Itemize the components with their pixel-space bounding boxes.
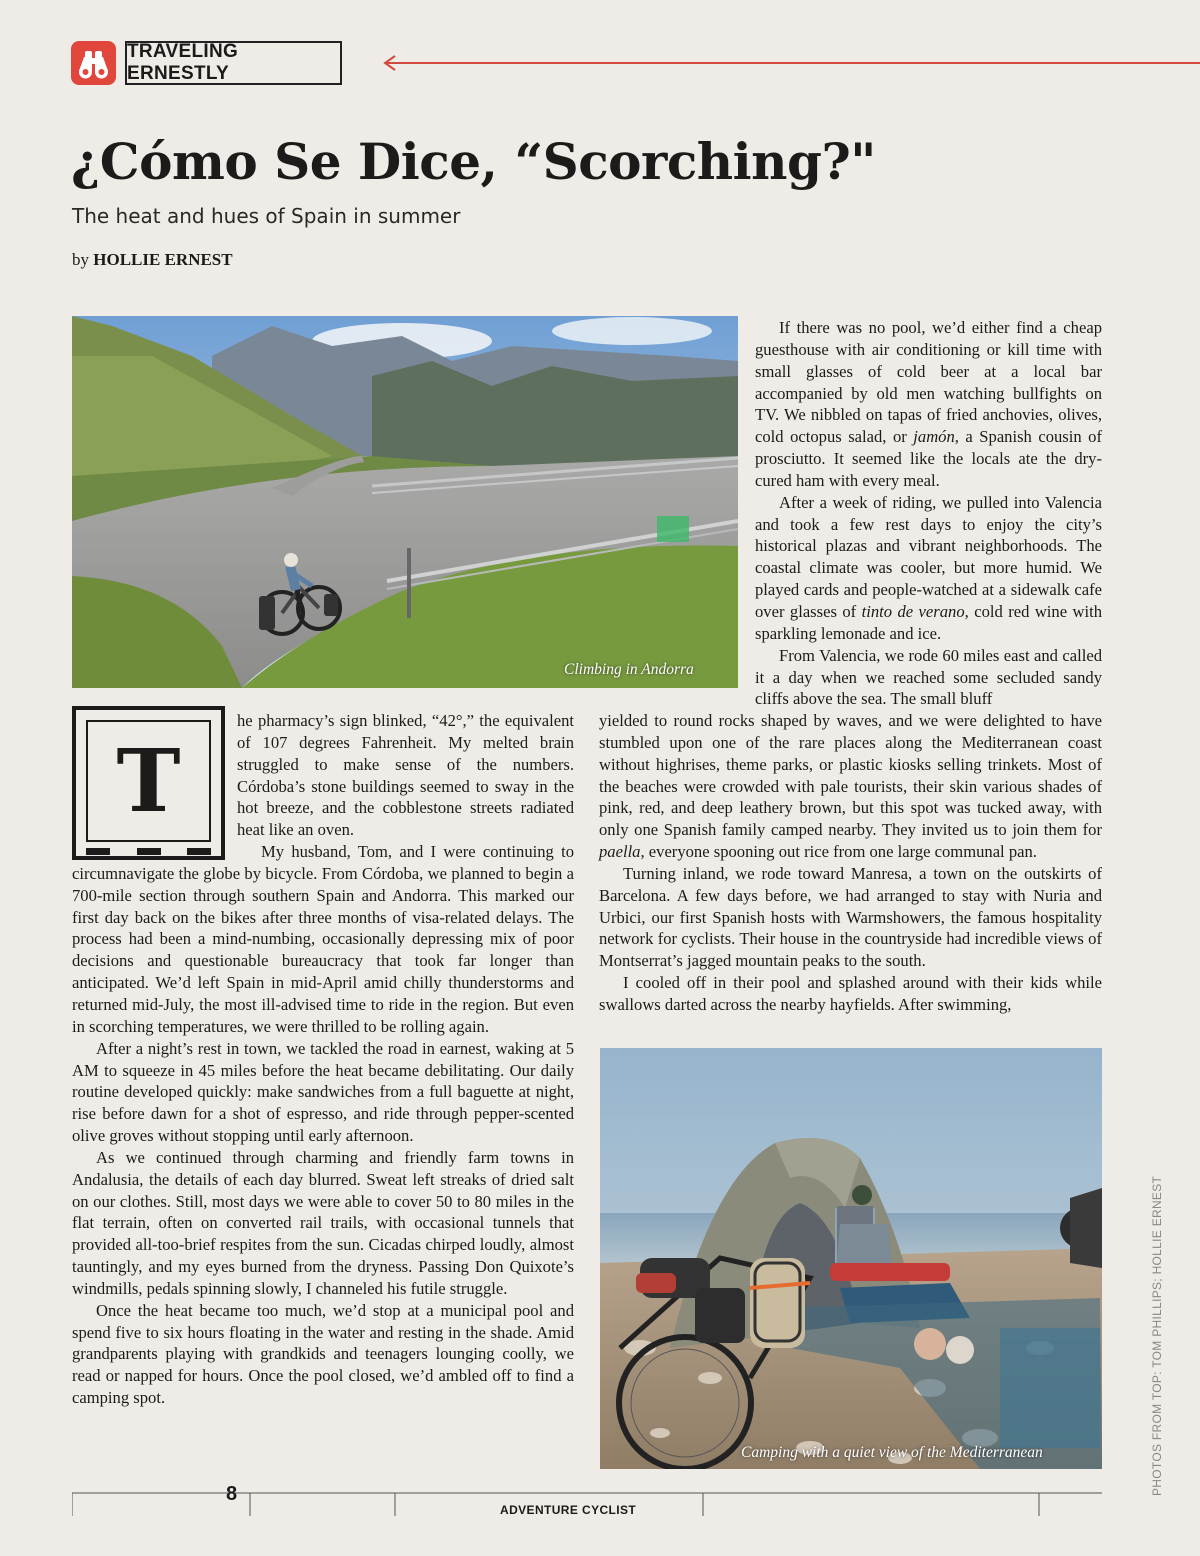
paragraph-text: , everyone spooning out rice from one large communal pan. bbox=[640, 842, 1037, 862]
body-paragraph bbox=[599, 863, 1102, 972]
italic-term: tinto de verano bbox=[861, 601, 965, 621]
body-column-right-top bbox=[755, 317, 1102, 710]
section-logo-badge bbox=[71, 41, 116, 85]
body-column-left bbox=[72, 710, 574, 1409]
photo-camping-mediterranean bbox=[600, 1048, 1102, 1469]
binoculars-icon bbox=[71, 41, 116, 85]
paragraph-text: From Valencia, we rode 60 miles east and called it a day when we reached some secluded sandy cliffs above the sea. The small bluff bbox=[755, 645, 1102, 709]
body-paragraph bbox=[72, 1038, 574, 1147]
author-name: HOLLIE ERNEST bbox=[93, 250, 233, 269]
article-subtitle: The heat and hues of Spain in summer bbox=[72, 204, 461, 228]
photo-climbing-andorra bbox=[72, 316, 738, 688]
header-arrow-rule bbox=[383, 55, 1200, 75]
drop-cap-letter: T bbox=[86, 720, 211, 842]
publication-name: ADVENTURE CYCLIST bbox=[500, 1503, 637, 1517]
photo-credit: PHOTOS FROM TOP: TOM PHILLIPS; HOLLIE ERNEST bbox=[1150, 1175, 1164, 1496]
body-paragraph bbox=[72, 841, 574, 1038]
body-paragraph bbox=[755, 645, 1102, 711]
paragraph-text: he pharmacy’s sign blinked, “42°,” the equivalent of 107 degrees Fahrenheit. My melted brain struggled to make sense of the numbers. Córdoba’s stone buildings seemed to sway in the hot breeze, and the cobblestone streets radiated heat like an oven. bbox=[237, 711, 574, 840]
paragraph-text: If there was no pool, we’d either find a cheap guesthouse with air conditioning or kill time with small glasses of cold beer at a local bar accompanied by old men watching bullfights on TV. We nibbled on tapas of fried anchovies, olives, cold octopus salad, or bbox=[755, 318, 1102, 447]
italic-term: paella bbox=[599, 842, 641, 862]
photo-caption-bottom: Camping with a quiet view of the Mediterranean bbox=[741, 1444, 1043, 1461]
paragraph-text: Turning inland, we rode toward Manresa, a town on the outskirts of Barcelona. A few days before, we had arranged to stay with Nuria and Urbici, our first Spanish hosts with Warmshowers, the famous hospitality network for cyclists. Their house in the countryside had incredible views of Montserrat’s jagged mountain peaks to the south. bbox=[599, 863, 1102, 971]
paragraph-text: yielded to round rocks shaped by waves, and we were delighted to have stumbled upon one of the rare places along the Mediterranean coast without highrises, theme parks, or plastic kiosks selling trinkets. Most of the beaches were crowded with pale tourists, their skin various shades of pink, red, and deep leathery brown, but this spot was tucked away, with only one Spanish family camped nearby. They invited us to join them for bbox=[599, 711, 1102, 840]
byline bbox=[72, 250, 233, 270]
photo-caption-top: Climbing in Andorra bbox=[564, 661, 694, 678]
italic-term: jamón bbox=[913, 427, 955, 447]
paragraph-text: After a night’s rest in town, we tackled the road in earnest, waking at 5 AM to squeeze in 45 miles before the heat became debilitating. Our daily routine developed quickly: make sandwiches from a full baguette at night, rise before dawn for a shot of espresso, and ride through pepper-scented olive groves without stopping until early afternoon. bbox=[72, 1038, 574, 1146]
article-title: ¿Cómo Se Dice, “Scorching?" bbox=[71, 132, 876, 191]
body-paragraph bbox=[755, 317, 1102, 492]
body-paragraph bbox=[72, 1300, 574, 1409]
body-paragraph bbox=[599, 972, 1102, 1016]
body-column-right-bottom bbox=[599, 710, 1102, 1016]
body-paragraph bbox=[72, 1147, 574, 1300]
drop-cap-spacer bbox=[72, 710, 237, 846]
paragraph-text: , cold red wine with sparkling lemonade and ice. bbox=[755, 601, 1103, 643]
paragraph-text: Once the heat became too much, we’d stop at a municipal pool and spend five to six hours floating in the water and resting in the shade. Amid grandparents playing with grandkids and teenagers lounging coolly, we read or napped for hours. Once the pool closed, we’d ambled off to find a camping spot. bbox=[72, 1300, 574, 1408]
body-paragraph bbox=[755, 492, 1102, 645]
section-tag: TRAVELING ERNESTLY bbox=[125, 41, 342, 85]
paragraph-text: My husband, Tom, and I were continuing to circumnavigate the globe by bicycle. From Córdoba, we planned to begin a 700-mile section through southern Spain and Andorra. This marked our first day back on the bikes after three months of visa-related delays. The process had been a mind-numbing, occasionally depressing mix of poor decisions and questionable bureaucracy that took far longer than anticipated. We’d left Spain in mid-April amid chilly thunderstorms and returned mid-July, the most ill-advised time to ride in the region. But even in scorching temperatures, we were thrilled to be rolling again. bbox=[72, 842, 574, 1036]
paragraph-text: After a week of riding, we pulled into Valencia and took a few rest days to enjoy the city’s historical plazas and vibrant neighborhoods. The coastal climate was cooler, but more humid. We played cards and people-watched at a sidewalk cafe over glasses of bbox=[755, 492, 1102, 621]
paragraph-text: , a Spanish cousin of prosciutto. It seemed like the locals ate the dry-cured ham with every meal. bbox=[755, 427, 1102, 490]
byline-prefix: by bbox=[72, 250, 89, 269]
page-number: 8 bbox=[226, 1483, 238, 1505]
paragraph-text: As we continued through charming and friendly farm towns in Andalusia, the details of each day blurred. Sweat left streaks of dried salt on our clothes. Still, most days we were able to cover 50 to 80 miles in the flat terrain, often on converted rail trails, with occasional tunnels that provided all-too-brief respites from the sun. Cicadas chirped loudly, almost tauntingly, and my eyes burned from the dryness. Passing Don Quixote’s windmills, pedals spinning slowly, I channeled his futile struggle. bbox=[72, 1147, 574, 1298]
body-paragraph bbox=[599, 710, 1102, 863]
paragraph-text: I cooled off in their pool and splashed around with their kids while swallows darted across the nearby hayfields. After swimming, bbox=[599, 973, 1102, 1014]
